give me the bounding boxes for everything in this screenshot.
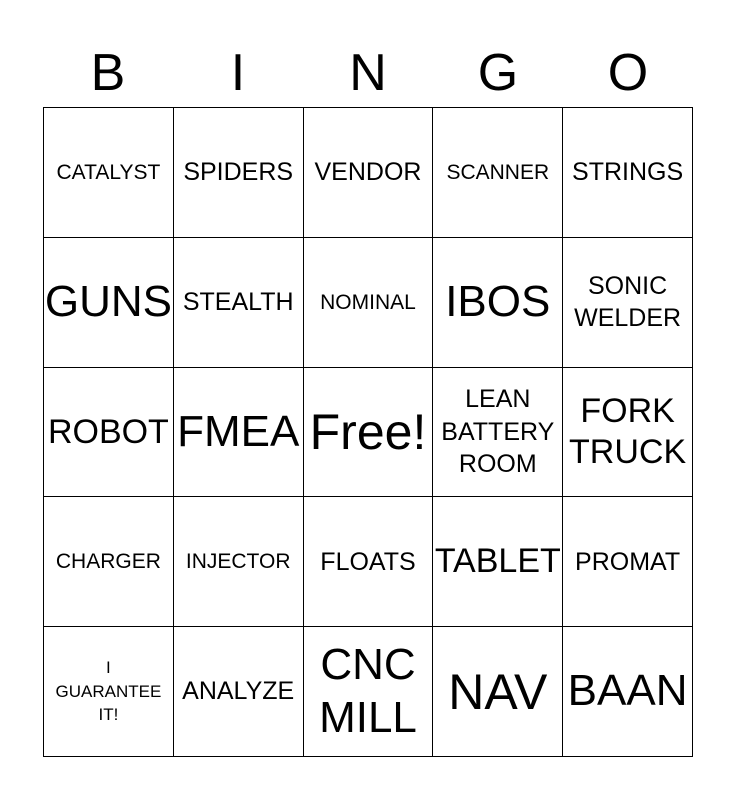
header-letter-g: G [477, 44, 519, 102]
bingo-cell-r3-c2[interactable] [174, 368, 304, 498]
bingo-board [43, 107, 693, 757]
bingo-cell-r4-c3[interactable] [304, 497, 434, 627]
bingo-cell-r1-c5[interactable] [563, 108, 693, 238]
cell-label: TABLET [434, 542, 561, 581]
cell-label: ANALYZE [182, 677, 295, 706]
bingo-header [43, 40, 693, 106]
cell-label: BAAN [567, 666, 688, 716]
header-letter-i: I [230, 44, 246, 102]
bingo-cell-r5-c2[interactable] [174, 627, 304, 757]
bingo-cell-r5-c1[interactable] [44, 627, 174, 757]
cell-label: GUNS [44, 276, 172, 326]
bingo-cell-r1-c3[interactable] [304, 108, 434, 238]
cell-label: STRINGS [572, 158, 684, 187]
bingo-cell-r3-c3[interactable] [304, 368, 434, 498]
bingo-cell-r1-c1[interactable] [44, 108, 174, 238]
bingo-cell-r2-c5[interactable] [563, 238, 693, 368]
cell-label: SONIC WELDER [574, 271, 682, 333]
cell-label: CHARGER [55, 550, 161, 574]
cell-label: IBOS [445, 276, 551, 326]
free-space-label: Free! [309, 403, 427, 460]
header-letter-n: N [349, 44, 387, 102]
bingo-cell-r5-c3[interactable] [304, 627, 434, 757]
cell-label: NAV [448, 663, 548, 720]
bingo-cell-r1-c4[interactable] [433, 108, 563, 238]
bingo-cell-r4-c5[interactable] [563, 497, 693, 627]
cell-label: SCANNER [446, 160, 550, 184]
bingo-cell-r5-c4[interactable] [433, 627, 563, 757]
bingo-cell-r4-c1[interactable] [44, 497, 174, 627]
cell-label: FORK TRUCK [569, 392, 687, 471]
bingo-cell-r4-c2[interactable] [174, 497, 304, 627]
bingo-cell-r5-c5[interactable] [563, 627, 693, 757]
cell-label: NOMINAL [320, 290, 416, 314]
cell-label: SPIDERS [183, 158, 294, 187]
bingo-cell-r3-c5[interactable] [563, 368, 693, 498]
cell-label: CNC MILL [319, 639, 417, 742]
bingo-cell-r1-c2[interactable] [174, 108, 304, 238]
bingo-cell-r2-c2[interactable] [174, 238, 304, 368]
bingo-cell-r2-c1[interactable] [44, 238, 174, 368]
header-letter-b: B [90, 44, 126, 102]
bingo-cell-r3-c4[interactable] [433, 368, 563, 498]
cell-label: ROBOT [47, 412, 169, 451]
cell-label: INJECTOR [185, 550, 291, 574]
cell-label: FLOATS [320, 547, 416, 576]
cell-label: PROMAT [575, 547, 681, 576]
cell-label: CATALYST [56, 160, 161, 184]
bingo-cell-r2-c3[interactable] [304, 238, 434, 368]
bingo-cell-r2-c4[interactable] [433, 238, 563, 368]
cell-label: I GUARANTEE IT! [55, 657, 162, 725]
header-letter-o: O [607, 44, 649, 102]
cell-label: VENDOR [314, 158, 422, 187]
bingo-cell-r4-c4[interactable] [433, 497, 563, 627]
bingo-cell-r3-c1[interactable] [44, 368, 174, 498]
cell-label: STEALTH [182, 287, 294, 316]
cell-label: LEAN BATTERY ROOM [441, 385, 555, 479]
cell-label: FMEA [177, 406, 300, 456]
